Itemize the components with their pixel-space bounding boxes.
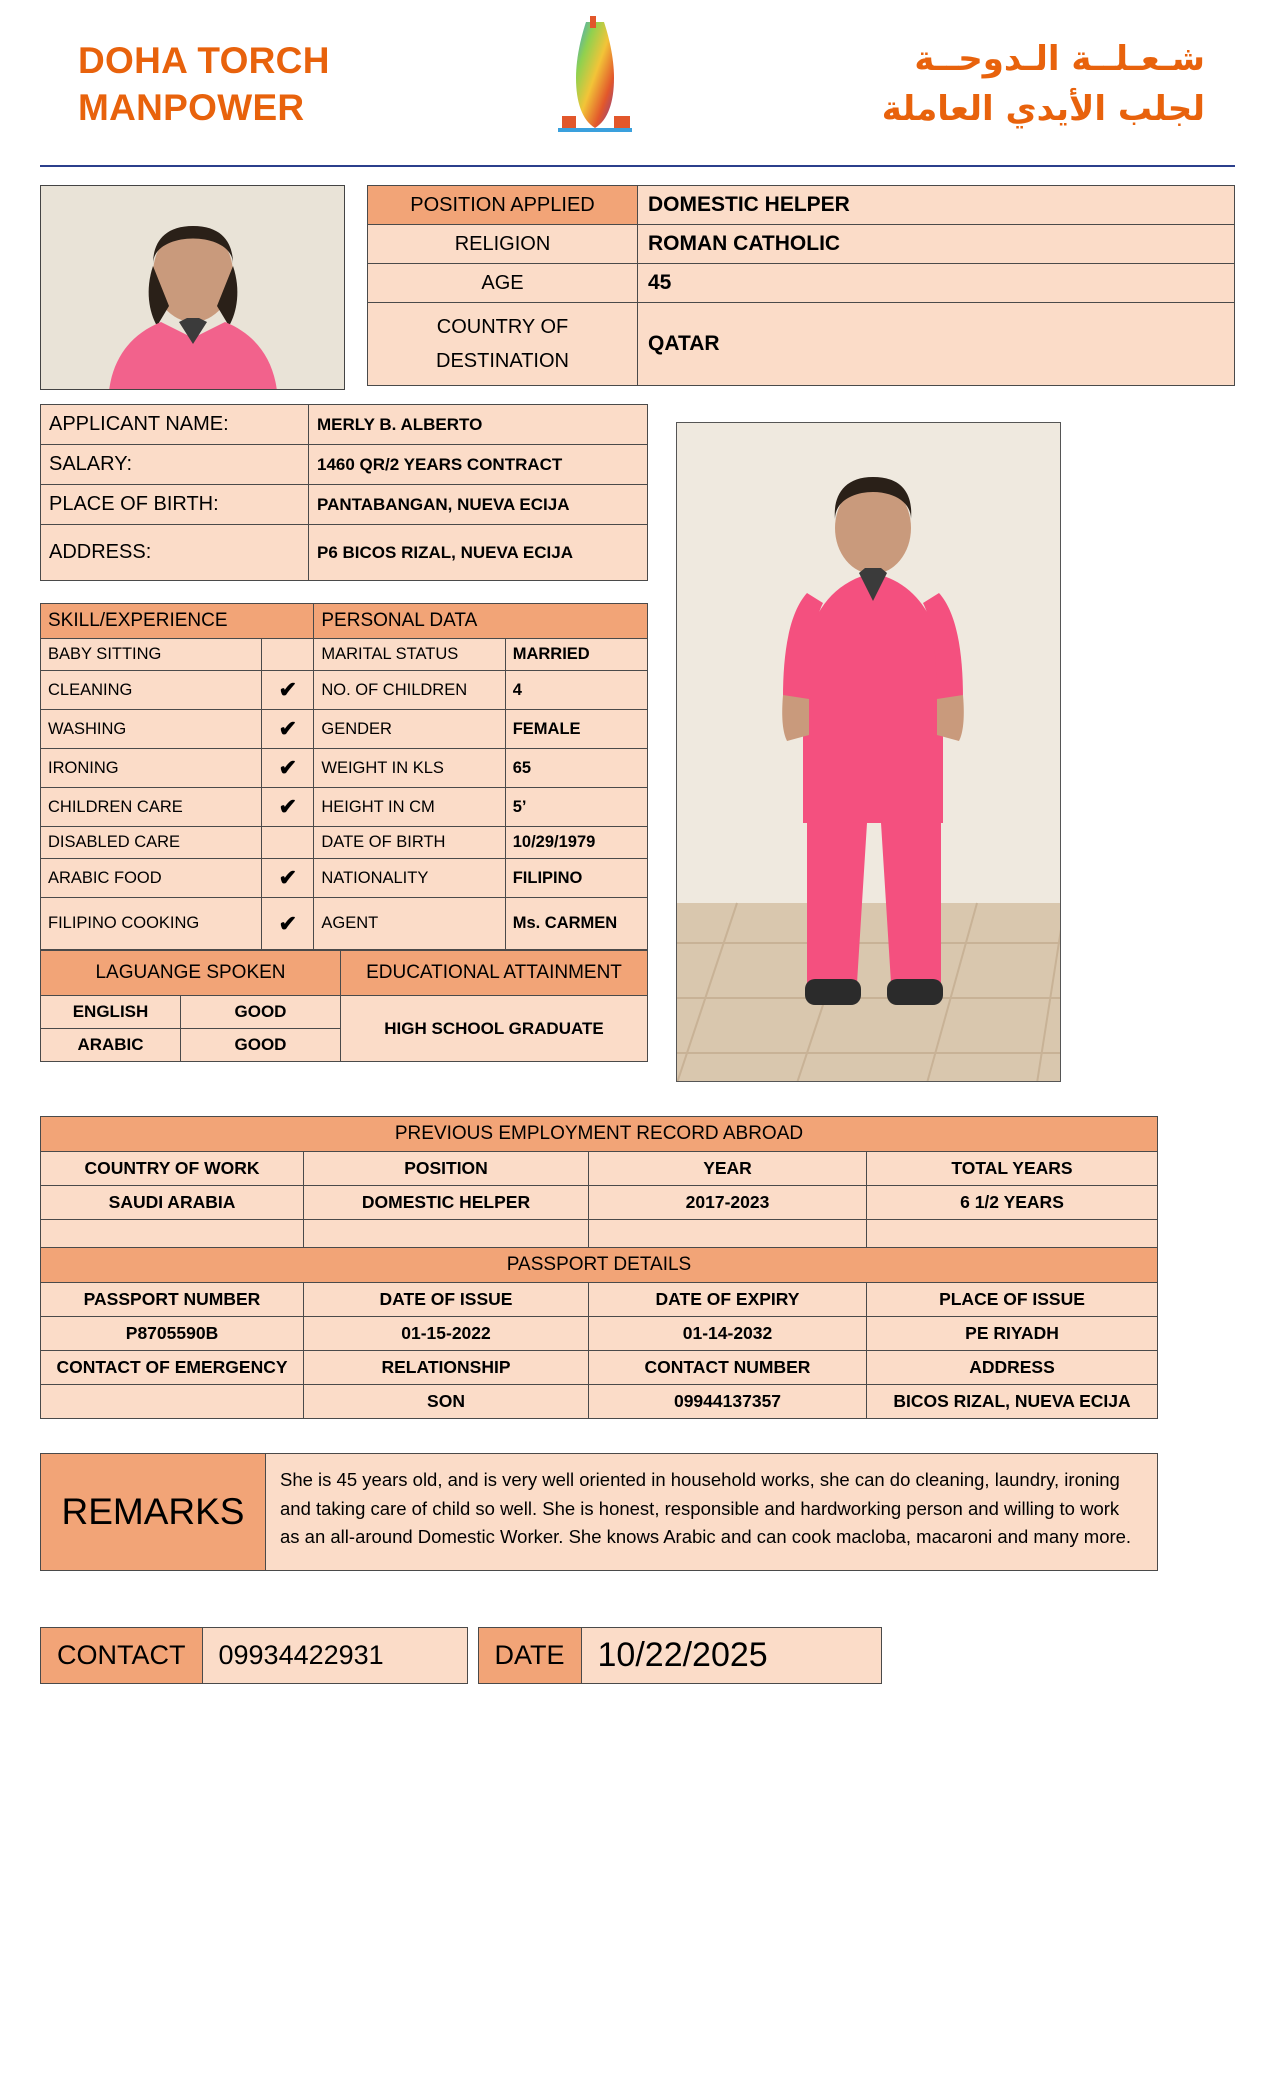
- language-name: ENGLISH: [41, 996, 181, 1029]
- birthplace-label: PLACE OF BIRTH:: [41, 485, 309, 525]
- employment-position: DOMESTIC HELPER: [304, 1186, 589, 1220]
- passport-title: PASSPORT DETAILS: [41, 1248, 1158, 1283]
- salary-value: 1460 QR/2 YEARS CONTRACT: [309, 445, 648, 485]
- personal-data-header-label: PERSONAL DATA: [314, 604, 648, 639]
- footer-section: [40, 1627, 1158, 1684]
- skill-label: ARABIC FOOD: [41, 859, 262, 898]
- personal-key: HEIGHT IN CM: [314, 788, 505, 827]
- position-value: DOMESTIC HELPER: [638, 186, 1235, 225]
- table-row: [41, 1248, 1158, 1283]
- table-row: [41, 859, 648, 898]
- destination-value: QATAR: [638, 303, 1235, 386]
- full-body-illustration: [677, 423, 1061, 1082]
- skill-label: FILIPINO COOKING: [41, 898, 262, 950]
- skill-checkmark: ✔: [262, 671, 314, 710]
- language-header: LAGUANGE SPOKEN: [41, 951, 341, 996]
- position-label: POSITION APPLIED: [368, 186, 638, 225]
- emergency-contact-name: [41, 1385, 304, 1419]
- table-row: [41, 749, 648, 788]
- personal-value: MARRIED: [505, 639, 647, 671]
- skills-header-label: SKILL/EXPERIENCE: [41, 604, 314, 639]
- table-row: [41, 671, 648, 710]
- table-row: [41, 525, 648, 581]
- employment-position: [304, 1220, 589, 1248]
- table-row: [41, 485, 648, 525]
- address-value: P6 BICOS RIZAL, NUEVA ECIJA: [309, 525, 648, 581]
- column-header: COUNTRY OF WORK: [41, 1152, 304, 1186]
- headshot-illustration: [41, 186, 345, 390]
- company-name-arabic: [700, 35, 1215, 134]
- table-row: [41, 445, 648, 485]
- applicant-name-value: MERLY B. ALBERTO: [309, 405, 648, 445]
- table-row: [41, 1283, 1158, 1317]
- skill-label: IRONING: [41, 749, 262, 788]
- passport-number: P8705590B: [41, 1317, 304, 1351]
- table-row: [41, 1385, 1158, 1419]
- page-header: [40, 0, 1235, 165]
- skill-label: CHILDREN CARE: [41, 788, 262, 827]
- table-row: [41, 1117, 1158, 1152]
- employment-year: [589, 1220, 867, 1248]
- personal-value: 10/29/1979: [505, 827, 647, 859]
- passport-place-of-issue: PE RIYADH: [867, 1317, 1158, 1351]
- table-row: [41, 1152, 1158, 1186]
- language-level: GOOD: [181, 1029, 341, 1062]
- table-row: [368, 186, 1235, 225]
- skill-label: WASHING: [41, 710, 262, 749]
- age-value: 45: [638, 264, 1235, 303]
- arabic-line-2: لجلب الأيدي العاملة: [881, 88, 1205, 129]
- employment-total-years: 6 1/2 YEARS: [867, 1186, 1158, 1220]
- personal-value: FILIPINO: [505, 859, 647, 898]
- personal-key: DATE OF BIRTH: [314, 827, 505, 859]
- skill-checkmark: ✔: [262, 859, 314, 898]
- table-row: [41, 710, 648, 749]
- skill-checkmark: ✔: [262, 749, 314, 788]
- language-level: GOOD: [181, 996, 341, 1029]
- skill-checkmark: [262, 827, 314, 859]
- personal-key: AGENT: [314, 898, 505, 950]
- language-name: ARABIC: [41, 1029, 181, 1062]
- column-header: PASSPORT NUMBER: [41, 1283, 304, 1317]
- middle-section: [40, 404, 1235, 1082]
- language-education-table: [40, 950, 648, 1062]
- company-name: [60, 38, 490, 131]
- personal-value: FEMALE: [505, 710, 647, 749]
- skills-personal-data-table: [40, 603, 648, 950]
- column-header: TOTAL YEARS: [867, 1152, 1158, 1186]
- remarks-label: REMARKS: [40, 1453, 265, 1571]
- employment-year: 2017-2023: [589, 1186, 867, 1220]
- arabic-line-1: شـعـلــة الـدوحــة: [914, 39, 1205, 80]
- table-row: [41, 1186, 1158, 1220]
- torch-tower-icon: [556, 16, 634, 134]
- personal-key: NO. OF CHILDREN: [314, 671, 505, 710]
- header-divider: [40, 165, 1235, 167]
- column-header: CONTACT OF EMERGENCY: [41, 1351, 304, 1385]
- salary-label: SALARY:: [41, 445, 309, 485]
- contact-value: 09934422931: [203, 1627, 468, 1684]
- personal-key: NATIONALITY: [314, 859, 505, 898]
- table-row: [41, 788, 648, 827]
- column-header: DATE OF EXPIRY: [589, 1283, 867, 1317]
- top-section: [40, 185, 1235, 390]
- position-applied-table: [367, 185, 1235, 386]
- logo-container: [490, 10, 700, 160]
- personal-value: Ms. CARMEN: [505, 898, 647, 950]
- table-row: [41, 1351, 1158, 1385]
- passport-expiry-date: 01-14-2032: [589, 1317, 867, 1351]
- applicant-details-table: [40, 404, 648, 581]
- column-header: CONTACT NUMBER: [589, 1351, 867, 1385]
- footer-spacer: [468, 1627, 478, 1684]
- employment-country: [41, 1220, 304, 1248]
- applicant-headshot-photo: [40, 185, 345, 390]
- table-row: [368, 303, 1235, 386]
- date-value: 10/22/2025: [582, 1627, 882, 1684]
- religion-value: ROMAN CATHOLIC: [638, 225, 1235, 264]
- remarks-text: She is 45 years old, and is very well oriented in household works, she can do cleaning, laundry, ironing and taking care of child so well. She is honest, responsible and hardworking person and willing to work as an all-around Domestic Worker. She knows Arabic and can cook macloba, macaroni and many more.: [265, 1453, 1158, 1571]
- personal-value: 4: [505, 671, 647, 710]
- brand-line-1: DOHA TORCH: [78, 40, 330, 82]
- personal-value: 65: [505, 749, 647, 788]
- table-row: [41, 827, 648, 859]
- table-row: [41, 898, 648, 950]
- contact-label: CONTACT: [40, 1627, 203, 1684]
- table-row: [41, 639, 648, 671]
- table-row: [368, 264, 1235, 303]
- skill-label: CLEANING: [41, 671, 262, 710]
- emergency-address: BICOS RIZAL, NUEVA ECIJA: [867, 1385, 1158, 1419]
- emergency-relationship: SON: [304, 1385, 589, 1419]
- personal-key: WEIGHT IN KLS: [314, 749, 505, 788]
- employment-country: SAUDI ARABIA: [41, 1186, 304, 1220]
- table-row: [41, 1317, 1158, 1351]
- destination-label: COUNTRY OF DESTINATION: [368, 303, 638, 386]
- table-row: [41, 604, 648, 639]
- skill-checkmark: ✔: [262, 710, 314, 749]
- column-header: POSITION: [304, 1152, 589, 1186]
- remarks-section: [40, 1453, 1158, 1571]
- religion-label: RELIGION: [368, 225, 638, 264]
- personal-key: MARITAL STATUS: [314, 639, 505, 671]
- personal-key: GENDER: [314, 710, 505, 749]
- education-value: HIGH SCHOOL GRADUATE: [341, 996, 648, 1062]
- left-column: [40, 404, 650, 1062]
- emergency-number: 09944137357: [589, 1385, 867, 1419]
- table-row: [41, 996, 648, 1029]
- column-header: RELATIONSHIP: [304, 1351, 589, 1385]
- table-row: [41, 1220, 1158, 1248]
- skill-checkmark: ✔: [262, 898, 314, 950]
- education-header: EDUCATIONAL ATTAINMENT: [341, 951, 648, 996]
- address-label: ADDRESS:: [41, 525, 309, 581]
- skill-checkmark: [262, 639, 314, 671]
- doha-torch-logo: [498, 10, 693, 160]
- column-header: YEAR: [589, 1152, 867, 1186]
- table-row: [41, 951, 648, 996]
- date-label: DATE: [478, 1627, 582, 1684]
- employment-total-years: [867, 1220, 1158, 1248]
- skill-label: DISABLED CARE: [41, 827, 262, 859]
- column-header: ADDRESS: [867, 1351, 1158, 1385]
- passport-issue-date: 01-15-2022: [304, 1317, 589, 1351]
- applicant-full-body-photo: [676, 422, 1061, 1082]
- employment-title: PREVIOUS EMPLOYMENT RECORD ABROAD: [41, 1117, 1158, 1152]
- employment-passport-table: [40, 1116, 1158, 1419]
- personal-value: 5’: [505, 788, 647, 827]
- column-header: PLACE OF ISSUE: [867, 1283, 1158, 1317]
- brand-line-2: MANPOWER: [78, 86, 305, 128]
- skill-label: BABY SITTING: [41, 639, 262, 671]
- birthplace-value: PANTABANGAN, NUEVA ECIJA: [309, 485, 648, 525]
- skill-checkmark: ✔: [262, 788, 314, 827]
- table-row: [41, 405, 648, 445]
- table-row: [368, 225, 1235, 264]
- age-label: AGE: [368, 264, 638, 303]
- applicant-name-label: APPLICANT NAME:: [41, 405, 309, 445]
- column-header: DATE OF ISSUE: [304, 1283, 589, 1317]
